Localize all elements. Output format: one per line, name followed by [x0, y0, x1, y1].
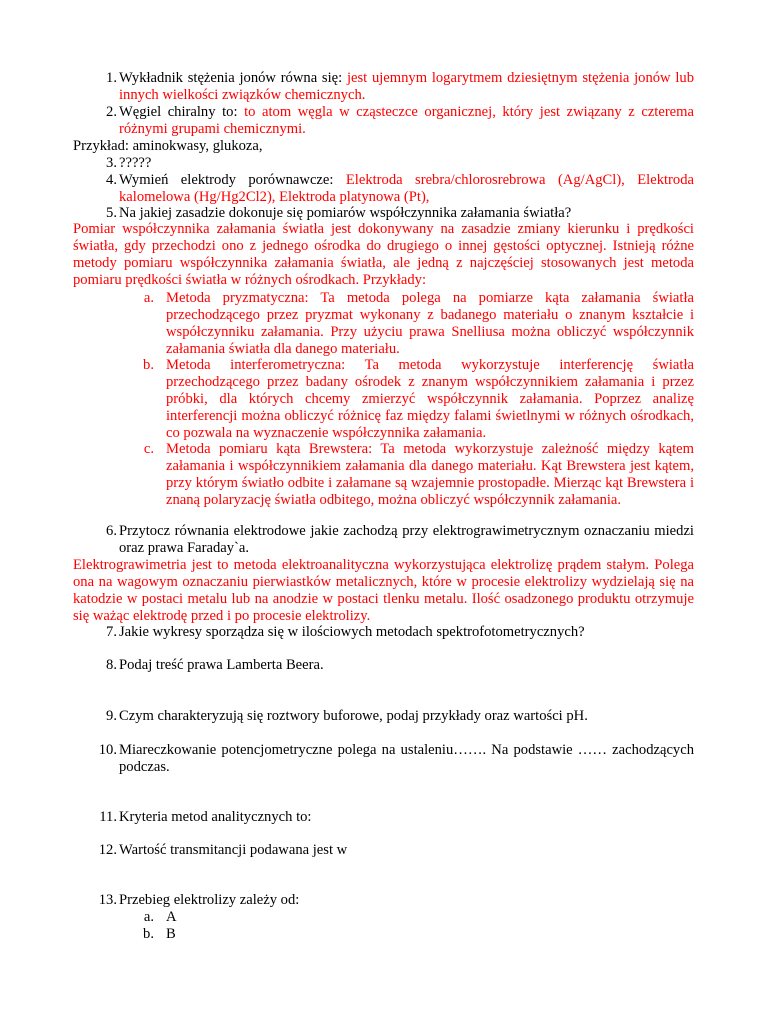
question-number: 13. [98, 892, 117, 908]
question-3 [93, 155, 694, 172]
question-number: 8. [106, 657, 117, 673]
method-a [142, 290, 694, 358]
question-number: 10. [98, 742, 117, 758]
question-number: 3. [106, 155, 117, 171]
question-4 [93, 172, 694, 206]
question-text: Miareczkowanie potencjometryczne polega na ustaleniu……. Na podstawie …… zachodzących podczas. [119, 742, 694, 775]
question-number: 2. [106, 104, 117, 120]
question-number: 6. [106, 523, 117, 539]
question-12 [93, 842, 694, 859]
question-5 [93, 205, 694, 222]
option-a [142, 909, 694, 926]
option-text: B [166, 926, 176, 942]
method-text: Metoda pryzmatyczna: Ta metoda polega na pomiarze kąta załamania światła przechodzącego przez pryzmat wykonany z badanego materiału o znanym kształcie i współczynniku załamania. Przy użyciu prawa Snelliusa można obliczyć współczynnik załamania światła dla danego materiału. [166, 290, 694, 357]
question-text: Wykładnik stężenia jonów równa się: [119, 70, 347, 86]
question-number: 11. [99, 809, 117, 825]
question-7 [93, 624, 694, 641]
question-6 [93, 523, 694, 557]
answer-text: jest ujemnym logarytmem dziesiętnym stężenia jonów lub innych wielkości związków chemicznych. [119, 70, 694, 103]
option-text: A [166, 909, 177, 925]
option-label: a. [143, 909, 154, 925]
question-number: 4. [106, 172, 117, 188]
question-text: Na jakiej zasadzie dokonuje się pomiarów współczynnika załamania światła? [119, 205, 572, 221]
question-1 [93, 70, 694, 104]
method-label: a. [143, 290, 154, 306]
question-text: Węgiel chiralny to: [119, 104, 245, 120]
question-9 [93, 708, 694, 725]
question-text: Czym charakteryzują się roztwory buforowe, podaj przykłady oraz wartości pH. [119, 708, 588, 724]
question-number: 12. [98, 842, 117, 858]
answer-text: Elektroda srebra/chlorosrebrowa (Ag/AgCl), Elektroda kalomelowa (Hg/Hg2Cl2), Elektroda platynowa (Pt), [119, 172, 694, 205]
method-label: c. [143, 441, 154, 457]
question-text: Kryteria metod analitycznych to: [119, 809, 312, 825]
question-text: Podaj treść prawa Lamberta Beera. [119, 657, 324, 673]
question-number: 1. [106, 70, 117, 86]
method-b [142, 357, 694, 442]
question-text: Wymień elektrody porównawcze: [119, 172, 346, 188]
question-13 [93, 892, 694, 909]
question-11 [93, 809, 694, 826]
question-text: ????? [119, 155, 152, 171]
method-text: Metoda pomiaru kąta Brewstera: Ta metoda wykorzystuje zależność między kątem załamania i współczynnikiem załamania dla danego materiału. Kąt Brewstera jest kątem, przy którym światło odbite i załamane są wzajemnie prostopadłe. Mierząc kąt Brewstera i znaną polaryzację światła odbitego, można obliczyć współczynnik załamania. [166, 441, 694, 508]
example-line: Przykład: aminokwasy, glukoza, [73, 138, 263, 154]
method-label: b. [143, 357, 154, 373]
method-text: Metoda interferometryczna: Ta metoda wykorzystuje interferencję światła przechodzącego przez badany ośrodek z znanym współczynnikiem załamania i przez próbki, dla których chcemy zmierzyć współczynnik załamania. Poprzez analizę interferencji można obliczyć różnicę faz między falami świetlnymi w różnych ośrodkach, co pozwala na wyznaczenie współczynnika załamania. [166, 357, 694, 441]
question-10 [93, 742, 694, 776]
answer-5: Pomiar współczynnika załamania światła jest dokonywany na zasadzie zmiany kierunku i prędkości światła, gdy przechodzi ono z jednego ośrodka do drugiego o innej gęstości optycznej. Istnieją różne metody pomiaru współczynnika załamania światła, ale jedną z najczęściej stosowanych jest metoda pomiaru prędkości światła w różnych ośrodkach. Przykłady: [73, 221, 694, 288]
question-number: 5. [106, 205, 117, 221]
question-text: Przebieg elektrolizy zależy od: [119, 892, 300, 908]
option-label: b. [143, 926, 154, 942]
question-number: 9. [106, 708, 117, 724]
question-text: Przytocz równania elektrodowe jakie zachodzą przy elektrograwimetrycznym oznaczaniu miedzi oraz prawa Faraday`a. [119, 523, 694, 556]
question-text: Wartość transmitancji podawana jest w [119, 842, 348, 858]
option-b [142, 926, 694, 943]
question-number: 7. [106, 624, 117, 640]
answer-text: to atom węgla w cząsteczce organicznej, który jest związany z czterema różnymi grupami chemicznymi. [119, 104, 694, 137]
question-2 [93, 104, 694, 138]
question-text: Jakie wykresy sporządza się w ilościowych metodach spektrofotometrycznych? [119, 624, 585, 640]
question-8 [93, 657, 694, 674]
answer-6: Elektrograwimetria jest to metoda elektroanalityczna wykorzystująca elektrolizę prądem stałym. Polega ona na wagowym oznaczaniu pierwiastków metalicznych, które w procesie elektrolizy wydzielają się na katodzie w postaci metalu lub na anodzie w postaci tlenku metalu. Ilość osadzonego produktu otrzymuje się ważąc elektrodę przed i po procesie elektrolizy. [73, 557, 694, 624]
method-c [142, 441, 694, 509]
